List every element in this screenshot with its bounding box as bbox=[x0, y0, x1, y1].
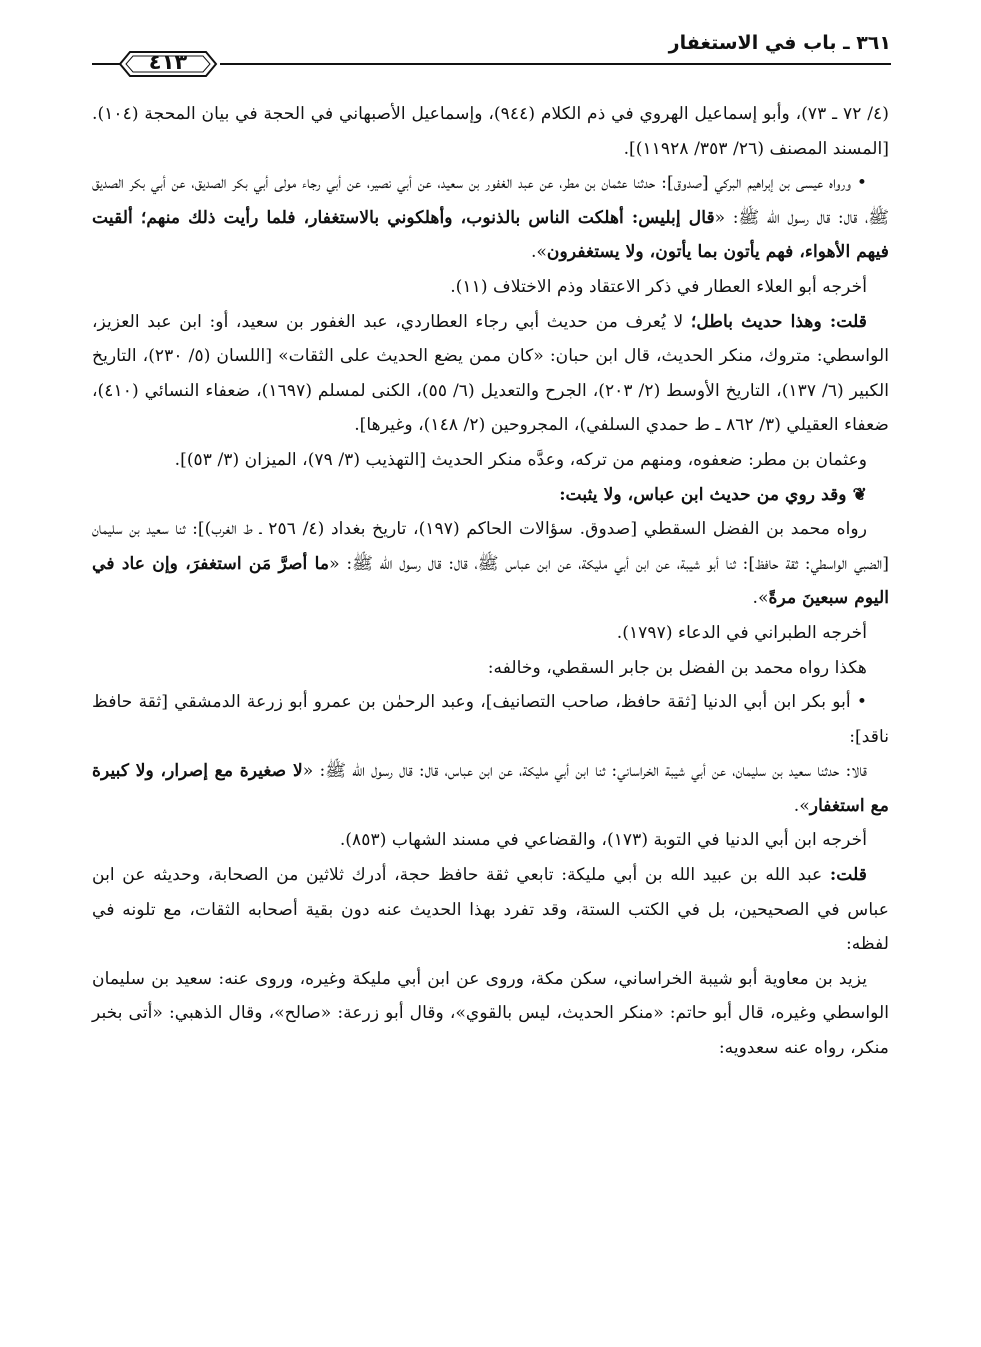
paragraph bbox=[92, 962, 889, 1066]
paragraph bbox=[92, 651, 889, 686]
paragraph bbox=[92, 823, 889, 858]
text-segment: هكذا رواه محمد بن الفضل بن جابر السقطي، وخالفه: bbox=[487, 657, 867, 678]
paragraph bbox=[92, 858, 889, 962]
body-text bbox=[92, 97, 889, 1066]
paragraph bbox=[92, 443, 889, 478]
paragraph bbox=[92, 305, 889, 443]
text-segment: ». bbox=[530, 242, 547, 263]
text-segment: (٤/ ٧٢ ـ ٧٣)، وأبو إسماعيل الهروي في ذم الكلام (٩٤٤)، وإسماعيل الأصبهاني في الحجة في بيان المحجة (١٠٤). [المسند المصنف (٢٦/ ٣٥٣/ ١١٩٢٨)]. bbox=[92, 104, 889, 159]
paragraph bbox=[92, 97, 889, 166]
bold-text-segment: ما أصرَّ مَن استغفرَ، وإن عاد في اليوم سبعينَ مرةً bbox=[92, 553, 889, 609]
text-segment: • أبو بكر ابن أبي الدنيا [ثقة حافظ، صاحب التصانيف]، وعبد الرحمٰن بن عمرو أبو زرعة الدمشقي [ثقة حافظ ناقد]: bbox=[92, 692, 889, 747]
bold-text-segment: لا صغيرة مع إصرار، ولا كبيرة مع استغفار bbox=[92, 761, 889, 816]
paragraph bbox=[92, 166, 889, 270]
page-header bbox=[92, 30, 891, 74]
paragraph bbox=[92, 512, 889, 616]
page-number-ornament bbox=[116, 46, 220, 82]
bold-text-segment: ❦ وقد روي من حديث ابن عباس، ولا يثبت: bbox=[559, 484, 867, 505]
paragraph bbox=[92, 685, 889, 754]
text-segment: قالا: حدثنا سعيد بن سليمان، عن أبي شيبة الخراساني: ثنا ابن أبي مليكة، عن ابن عباس، قال: قال رسول الله ﷺ: « bbox=[302, 761, 867, 782]
text-segment: أخرجه أبو العلاء العطار في ذكر الاعتقاد وذم الاختلاف (١١). bbox=[450, 276, 867, 297]
header-rule bbox=[220, 63, 891, 65]
page-number: ٤١٣ bbox=[148, 50, 188, 74]
text-segment: أخرجه الطبراني في الدعاء (١٧٩٧). bbox=[616, 622, 867, 643]
text-segment: أخرجه ابن أبي الدنيا في التوبة (١٧٣)، والقضاعي في مسند الشهاب (٨٥٣). bbox=[339, 830, 867, 851]
paragraph bbox=[92, 478, 889, 513]
text-segment: وعثمان بن مطر: ضعفوه، ومنهم من تركه، وعدَّه منكر الحديث [التهذيب (٣/ ٧٩)، الميزان (٣/ ٥٣)]. bbox=[174, 449, 867, 470]
text-segment: ». bbox=[793, 795, 810, 816]
text-segment: عبد الله بن عبيد الله بن أبي مليكة: تابعي ثقة حافظ حجة، أدرك ثلاثين من الصحابة، وحديثه عن ابن عباس في الصحيحين، بل في الكتب الستة، وقد تفرد بهذا الحديث عنه دون بقية أصحابه الثقات، مع تلونه في لفظه: bbox=[92, 865, 889, 955]
paragraph bbox=[92, 616, 889, 651]
paragraph bbox=[92, 270, 889, 305]
running-title: ٣٦١ ـ باب في الاستغفار bbox=[668, 32, 891, 54]
bold-text-segment: قلت: bbox=[829, 865, 867, 886]
bold-text-segment: قلت: وهذا حديث باطل؛ bbox=[690, 311, 867, 332]
text-segment: ». bbox=[752, 588, 769, 609]
paragraph bbox=[92, 754, 889, 823]
text-segment: يزيد بن معاوية أبو شيبة الخراساني، سكن مكة، وروى عن ابن أبي مليكة وغيره، وروى عنه: سعيد بن سليمان الواسطي وغيره، قال أبو حاتم: «منكر الحديث، ليس بالقوي»، وقال أبو زرعة: «صالح»، وقال الذهبي: «أتى بخبر منكر، رواه عنه سعدويه: bbox=[92, 968, 889, 1059]
text-segment: لا يُعرف من حديث أبي رجاء العطاردي، عبد الغفور بن سعيد، أو: ابن عبد العزيز، الواسطي: متروك، منكر الحديث، قال ابن حبان: «كان ممن يضع الحديث على الثقات» [اللسان (٥/ ٢٣٠)، التاريخ الكبير (٦/ ١٣٧)، التاريخ الأوسط (٢/ ٢٠٣)، الجرح والتعديل (٦/ ٥٥)، الكنى لمسلم (١٦٩٧)، ضعفاء النسائي (٤١٠)، ضعفاء العقيلي (٣/ ٨٦٢ ـ ط حمدي السلفي)، المجروحين (٢/ ١٤٨)، وغيرها]. bbox=[92, 311, 890, 436]
text-segment: رواه محمد بن الفضل السقطي [صدوق. سؤالات الحاكم (١٩٧)، تاريخ بغداد (٤/ ٢٥٦ ـ ط الغرب)]: ثنا سعيد بن سليمان [الضبي الواسطي: ثقة حافظ]: ثنا أبو شيبة، عن ابن أبي مليكة، عن ابن عباس ﷺ، قال: قال رسول الله ﷺ: « bbox=[92, 519, 889, 574]
bold-text-segment: قال إبليس: أهلكت الناس بالذنوب، وأهلكوني بالاستغفار، فلما رأيت ذلك منهم؛ ألقيت فيهم الأهواء، فهم يأتون بما يأتون، ولا يستغفرون bbox=[92, 207, 889, 263]
text-segment: • ورواه عيسى بن إبراهيم البركي [صدوق]: حدثنا عثمان بن مطر، عن عبد الغفور بن سعيد، عن أبي نصير، عن أبي رجاء مولى أبي بكر الصديق، عن أبي بكر الصديق ﷺ، قال: قال رسول الله ﷺ: « bbox=[92, 173, 890, 228]
